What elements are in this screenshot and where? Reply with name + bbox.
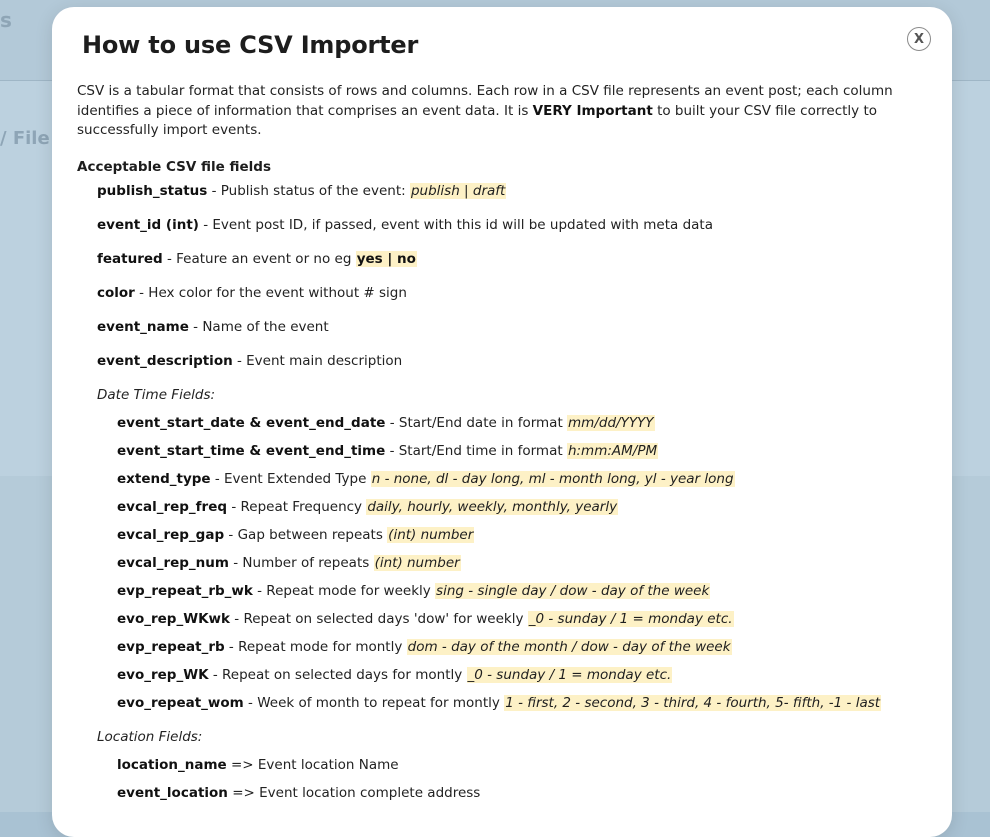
field-row <box>97 319 329 335</box>
field-row <box>97 353 402 369</box>
field-name: evcal_rep_num <box>117 555 229 571</box>
field-name: evcal_rep_gap <box>117 527 225 543</box>
field-name: color <box>97 285 135 301</box>
field-name: event_location <box>117 785 228 801</box>
datetime-field-row <box>117 583 710 599</box>
field-hint: _0 - sunday / 1 = monday etc. <box>528 611 733 627</box>
field-name: evo_rep_WKwk <box>117 611 231 627</box>
field-hint: sing - single day / dow - day of the week <box>436 583 710 599</box>
field-name: featured <box>97 251 163 267</box>
datetime-field-row <box>117 639 732 655</box>
background-title: s <box>0 8 12 32</box>
intro-paragraph <box>77 82 929 141</box>
field-desc: - Repeat mode for weekly <box>252 583 436 599</box>
field-hint: n - none, dl - day long, ml - month long, yl - year long <box>371 471 734 487</box>
field-hint: mm/dd/YYYY <box>568 415 654 431</box>
field-name: event_name <box>97 319 189 335</box>
field-name: extend_type <box>117 471 211 487</box>
field-hint: h:mm:AM/PM <box>567 443 658 459</box>
field-desc: - Repeat on selected days for montly <box>208 667 467 683</box>
field-name: evp_repeat_rb_wk <box>117 583 253 599</box>
field-hint: yes | no <box>356 251 416 267</box>
datetime-field-row <box>117 695 881 711</box>
field-desc: => Event location Name <box>226 757 399 773</box>
field-desc: - Repeat mode for montly <box>224 639 407 655</box>
intro-emphasis: VERY Important <box>532 102 653 119</box>
fields-heading: Acceptable CSV file fields <box>77 159 271 175</box>
location-heading: Location Fields: <box>97 729 203 745</box>
field-name: evo_rep_WK <box>117 667 209 683</box>
field-desc: - Publish status of the event: <box>207 183 410 199</box>
field-desc: - Name of the event <box>188 319 329 335</box>
modal-title: How to use CSV Importer <box>82 31 419 59</box>
field-desc: - Feature an event or no eg <box>162 251 356 267</box>
field-name: evp_repeat_rb <box>117 639 225 655</box>
datetime-field-row <box>117 499 618 515</box>
field-desc: - Gap between repeats <box>224 527 388 543</box>
field-row <box>97 217 713 233</box>
datetime-field-row <box>117 415 655 431</box>
intro-text-2: to built your CSV file correctly to successfully import events. <box>77 102 878 138</box>
field-desc: - Start/End date in format <box>385 415 568 431</box>
field-name: event_start_date & event_end_date <box>117 415 386 431</box>
field-hint: dom - day of the month / dow - day of the week <box>407 639 731 655</box>
datetime-heading: Date Time Fields: <box>97 387 216 403</box>
field-hint: publish | draft <box>410 183 506 199</box>
field-hint: _0 - sunday / 1 = monday etc. <box>467 667 672 683</box>
close-icon: X <box>913 31 925 47</box>
field-desc: - Event main description <box>232 353 403 369</box>
field-desc: - Start/End time in format <box>385 443 567 459</box>
field-desc: - Event Extended Type <box>210 471 371 487</box>
field-desc: - Repeat on selected days 'dow' for weekly <box>230 611 528 627</box>
field-name: evo_repeat_wom <box>117 695 244 711</box>
field-name: event_description <box>97 353 233 369</box>
datetime-field-row <box>117 667 672 683</box>
field-row <box>97 285 407 301</box>
field-desc: - Number of repeats <box>228 555 374 571</box>
field-name: event_id (int) <box>97 217 199 233</box>
field-desc: - Repeat Frequency <box>227 499 367 515</box>
location-field-row <box>117 757 399 773</box>
field-hint: (int) number <box>388 527 474 543</box>
csv-help-modal <box>52 7 952 837</box>
intro-text-1: CSV is a tabular format that consists of rows and columns. Each row in a CSV file represents an event post; each column identifies a piece of information that comprises an event data. It is <box>77 83 893 119</box>
field-name: location_name <box>117 757 227 773</box>
datetime-field-row <box>117 527 474 543</box>
field-row <box>97 183 506 199</box>
close-button[interactable] <box>907 27 931 51</box>
field-desc: - Week of month to repeat for montly <box>243 695 505 711</box>
field-desc: - Hex color for the event without # sign <box>134 285 407 301</box>
datetime-field-row <box>117 443 658 459</box>
datetime-field-row <box>117 471 735 487</box>
field-hint: 1 - first, 2 - second, 3 - third, 4 - fourth, 5- fifth, -1 - last <box>505 695 881 711</box>
field-hint: (int) number <box>374 555 460 571</box>
datetime-field-row <box>117 611 734 627</box>
field-desc: - Event post ID, if passed, event with this id will be updated with meta data <box>198 217 713 233</box>
background-subtitle: / File <box>0 128 50 149</box>
field-desc: => Event location complete address <box>227 785 481 801</box>
datetime-field-row <box>117 555 461 571</box>
field-row <box>97 251 417 267</box>
field-hint: daily, hourly, weekly, monthly, yearly <box>367 499 618 515</box>
field-name: event_start_time & event_end_time <box>117 443 386 459</box>
field-name: evcal_rep_freq <box>117 499 228 515</box>
field-name: publish_status <box>97 183 208 199</box>
location-field-row <box>117 785 480 801</box>
